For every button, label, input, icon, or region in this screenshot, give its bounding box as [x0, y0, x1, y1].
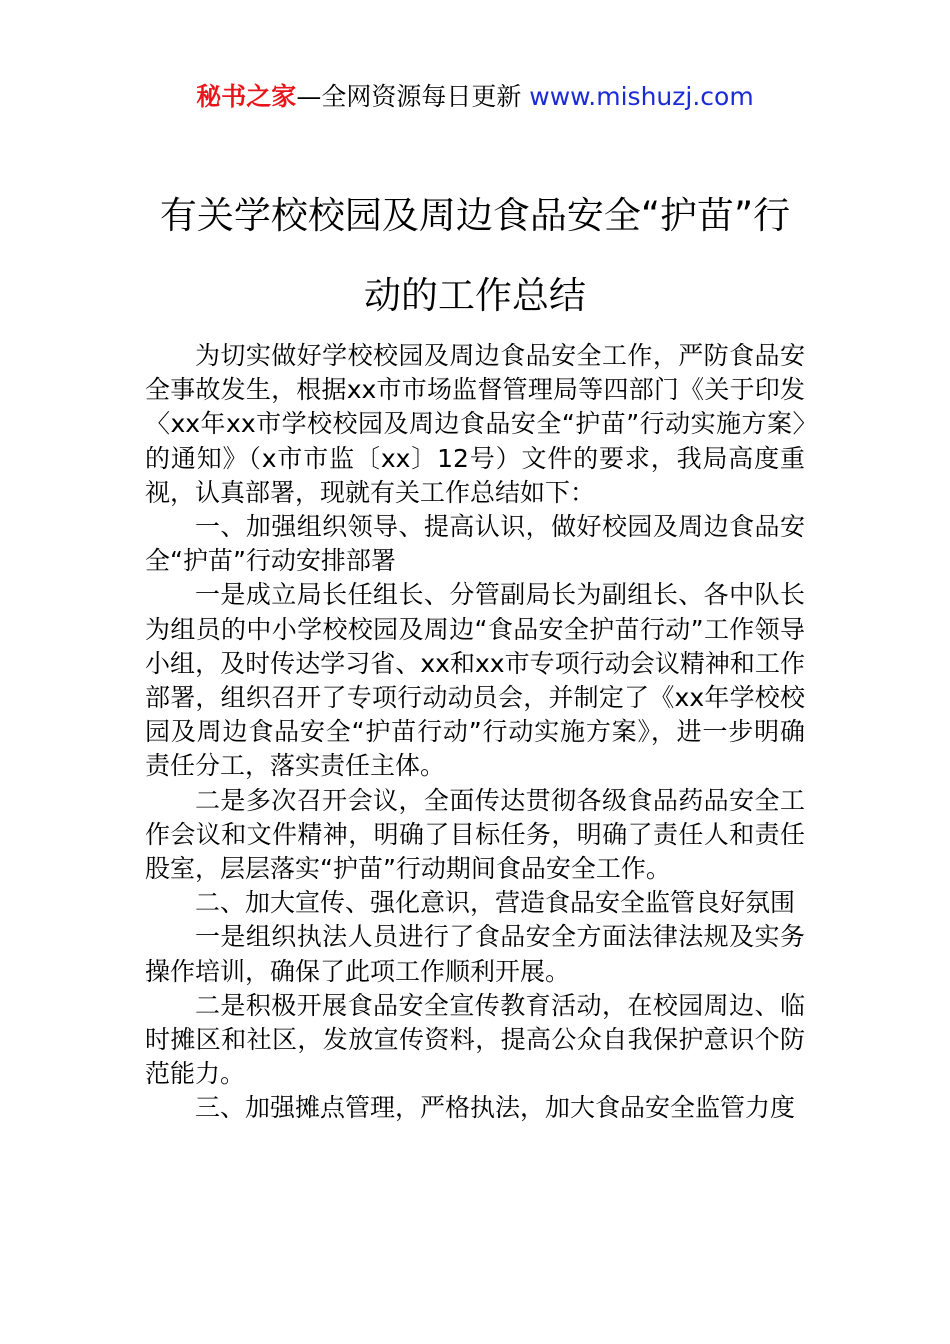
section-heading-2: 二、加大宣传、强化意识，营造食品安全监管良好氛围 — [195, 888, 796, 918]
paragraph: 一是组织执法人员进行了食品安全方面法律法规及实务操作培训，确保了此项工作顺利开展。 — [145, 922, 805, 986]
paragraph: 一是成立局长任组长、分管副局长为副组长、各中队长为组员的中小学校校园及周边“食品安全护苗行动”工作领导小组，及时传达学习省、xx和xx市专项行动会议精神和工作部署，组织召开了专项行动动员会，并制定了《xx年学校校园及周边食品安全“护苗行动”行动实施方案》，进一步明确责任分工，落实责任主体。 — [145, 580, 805, 781]
header-tagline: —全网资源每日更新 — [296, 82, 530, 111]
paragraph: 二是多次召开会议，全面传达贯彻各级食品药品安全工作会议和文件精神，明确了目标任务，明确了责任人和责任股室，层层落实“护苗”行动期间食品安全工作。 — [145, 785, 805, 884]
document-title — [145, 176, 805, 336]
site-url-link[interactable]: www.mishuzj.com — [529, 82, 754, 111]
paragraph-intro: 为切实做好学校校园及周边食品安全工作，严防食品安全事故发生，根据xx市市场监督管理局等四部门《关于印发〈xx年xx市学校校园及周边食品安全“护苗”行动实施方案〉的通知》（x市市监〔xx〕12号）文件的要求，我局高度重视，认真部署，现就有关工作总结如下： — [145, 341, 805, 507]
paragraph: 二是积极开展食品安全宣传教育活动，在校园周边、临时摊区和社区，发放宣传资料，提高公众自我保护意识个防范能力。 — [145, 990, 805, 1089]
section-heading-1: 一、加强组织领导、提高认识，做好校园及周边食品安全“护苗”行动安排部署 — [145, 512, 805, 576]
site-header — [0, 80, 950, 114]
title-line-1: 有关学校校园及周边食品安全“护苗”行 — [159, 194, 791, 237]
brand-name: 秘书之家 — [196, 82, 297, 111]
section-heading-3: 三、加强摊点管理，严格执法，加大食品安全监管力度 — [195, 1093, 796, 1123]
title-line-2: 动的工作总结 — [364, 274, 586, 317]
document-body — [145, 339, 805, 1126]
